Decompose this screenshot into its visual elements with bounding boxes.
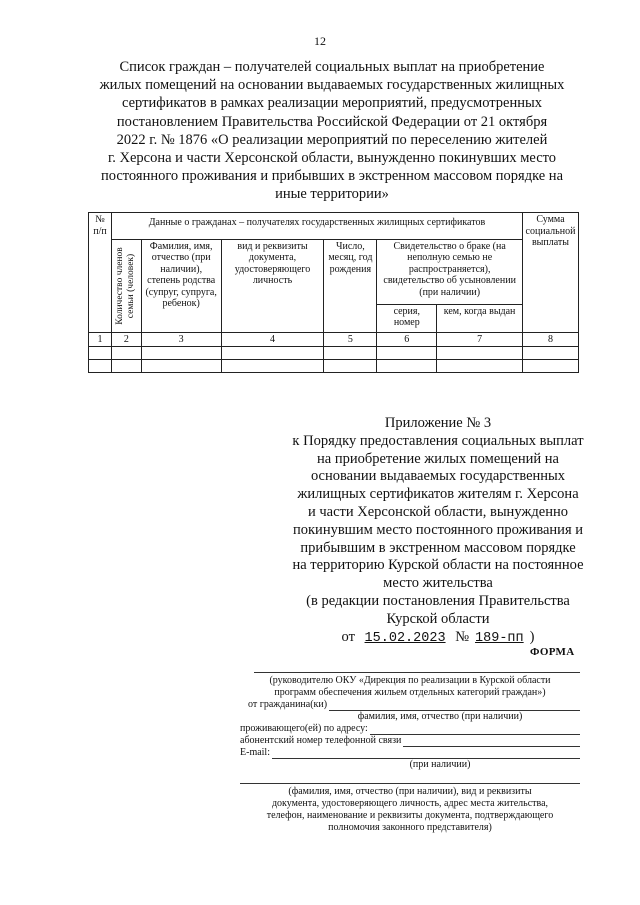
table-header-row bbox=[89, 239, 579, 304]
title-line: г. Херсона и части Херсонской области, вынужденно покинувших место bbox=[107, 150, 557, 167]
title-line: сертификатов в рамках реализации мероприятий, предусмотренных bbox=[122, 95, 542, 112]
appendix-line: основании выдаваемых государственных bbox=[310, 468, 566, 485]
column-number: 2 bbox=[111, 332, 141, 346]
header-document: вид и реквизиты документа, удостоверяющего личность bbox=[221, 239, 324, 332]
table-number-row bbox=[89, 332, 579, 346]
fio-hint: фамилия, имя, отчество (при наличии) bbox=[357, 711, 523, 722]
column-number: 7 bbox=[437, 332, 523, 346]
appendix-line: прибывшим в экстренном массовом порядке bbox=[300, 539, 576, 556]
from-citizen-row bbox=[248, 699, 580, 711]
document-title bbox=[72, 58, 592, 204]
header-series: серия, номер bbox=[377, 304, 437, 332]
edition-line: (в редакции постановления Правительства bbox=[306, 592, 570, 609]
appendix-line: покинувшим место постоянного проживания и bbox=[293, 521, 583, 538]
appendix-line: и части Херсонской области, вынужденно bbox=[308, 503, 568, 520]
form-block bbox=[240, 662, 580, 834]
appendix-line: Приложение № 3 bbox=[384, 415, 492, 431]
representative-hint: телефон, наименование и реквизиты документа, подтверждающего bbox=[266, 810, 554, 821]
header-marriage: Свидетельство о браке (на неполную семью не распространяется), свидетельство об усыновлении (при наличии) bbox=[377, 239, 523, 304]
if-any-hint: (при наличии) bbox=[409, 759, 471, 770]
citizens-table bbox=[88, 212, 579, 373]
header-num: № п/п bbox=[89, 213, 112, 333]
table-header-row bbox=[89, 213, 579, 240]
appendix-line: жилищных сертификатов жителям г. Херсона bbox=[297, 486, 579, 503]
phone-field[interactable] bbox=[403, 736, 580, 747]
form-label: ФОРМА bbox=[530, 646, 575, 658]
email-row bbox=[240, 747, 580, 759]
recipient-line bbox=[254, 662, 580, 673]
edition-line: Курской области bbox=[386, 610, 490, 627]
column-number: 1 bbox=[89, 332, 112, 346]
appendix-line: на приобретение жилых помещений на bbox=[317, 450, 559, 467]
header-issued: кем, когда выдан bbox=[437, 304, 523, 332]
recipient-hint: программ обеспечения жильем отдельных категорий граждан») bbox=[274, 687, 546, 698]
header-sum: Сумма социальной выплаты bbox=[522, 213, 578, 333]
address-field[interactable] bbox=[370, 724, 580, 735]
header-family-count: Количество членов семьи (человек) bbox=[115, 246, 137, 325]
header-family-count-cell bbox=[111, 239, 141, 332]
number-value: 189-пп bbox=[475, 630, 524, 646]
header-birth: Число, месяц, год рождения bbox=[324, 239, 377, 332]
email-label: E-mail: bbox=[240, 747, 270, 758]
title-line: жилых помещений на основании выдаваемых государственных жилищных bbox=[99, 77, 565, 94]
date-prefix: от bbox=[341, 628, 355, 645]
title-line: Список граждан – получателей социальных выплат на приобретение bbox=[119, 59, 545, 75]
number-prefix: № bbox=[455, 628, 470, 645]
appendix-line: к Порядку предоставления социальных выплат bbox=[292, 432, 584, 449]
appendix-line: место жительства bbox=[383, 575, 493, 592]
title-line: постановлением Правительства Российской Федерации от 21 октября bbox=[116, 113, 548, 130]
address-label: проживающего(ей) по адресу: bbox=[240, 723, 368, 734]
title-line: 2022 г. № 1876 «О реализации мероприятий по переселению жителей bbox=[116, 131, 548, 148]
appendix-line: на территорию Курской области на постоянное bbox=[292, 557, 584, 574]
phone-row bbox=[240, 735, 580, 747]
column-number: 8 bbox=[522, 332, 578, 346]
header-data-group: Данные о гражданах – получателях государственных жилищных сертификатов bbox=[111, 213, 522, 240]
representative-hint: полномочия законного представителя) bbox=[328, 822, 492, 833]
from-citizen-label: от гражданина(ки) bbox=[248, 699, 328, 710]
appendix-header bbox=[268, 415, 608, 647]
representative-line[interactable] bbox=[240, 771, 580, 784]
date-suffix: ) bbox=[529, 628, 535, 645]
table-row bbox=[89, 359, 579, 372]
title-line: иные территории» bbox=[275, 186, 389, 203]
phone-label: абонентский номер телефонной связи bbox=[240, 735, 402, 746]
representative-hint: (фамилия, имя, отчество (при наличии), вид и реквизиты bbox=[288, 786, 532, 797]
email-field[interactable] bbox=[272, 748, 580, 759]
table-row bbox=[89, 346, 579, 359]
column-number: 5 bbox=[324, 332, 377, 346]
column-number: 6 bbox=[377, 332, 437, 346]
page-number: 12 bbox=[314, 34, 326, 48]
date-line bbox=[268, 629, 608, 648]
recipient-hint: (руководителю ОКУ «Дирекция по реализации в Курской области bbox=[269, 675, 551, 686]
column-number: 3 bbox=[141, 332, 221, 346]
from-citizen-field[interactable] bbox=[329, 700, 580, 711]
column-number: 4 bbox=[221, 332, 324, 346]
address-row bbox=[240, 723, 580, 735]
date-value: 15.02.2023 bbox=[364, 630, 446, 646]
header-name: Фамилия, имя, отчество (при наличии), степень родства (супруг, супруга, ребенок) bbox=[141, 239, 221, 332]
representative-hint: документа, удостоверяющего личность, адрес места жительства, bbox=[271, 798, 549, 809]
title-line: постоянного проживания и прибывших в экстренном массовом порядке на bbox=[100, 168, 564, 185]
